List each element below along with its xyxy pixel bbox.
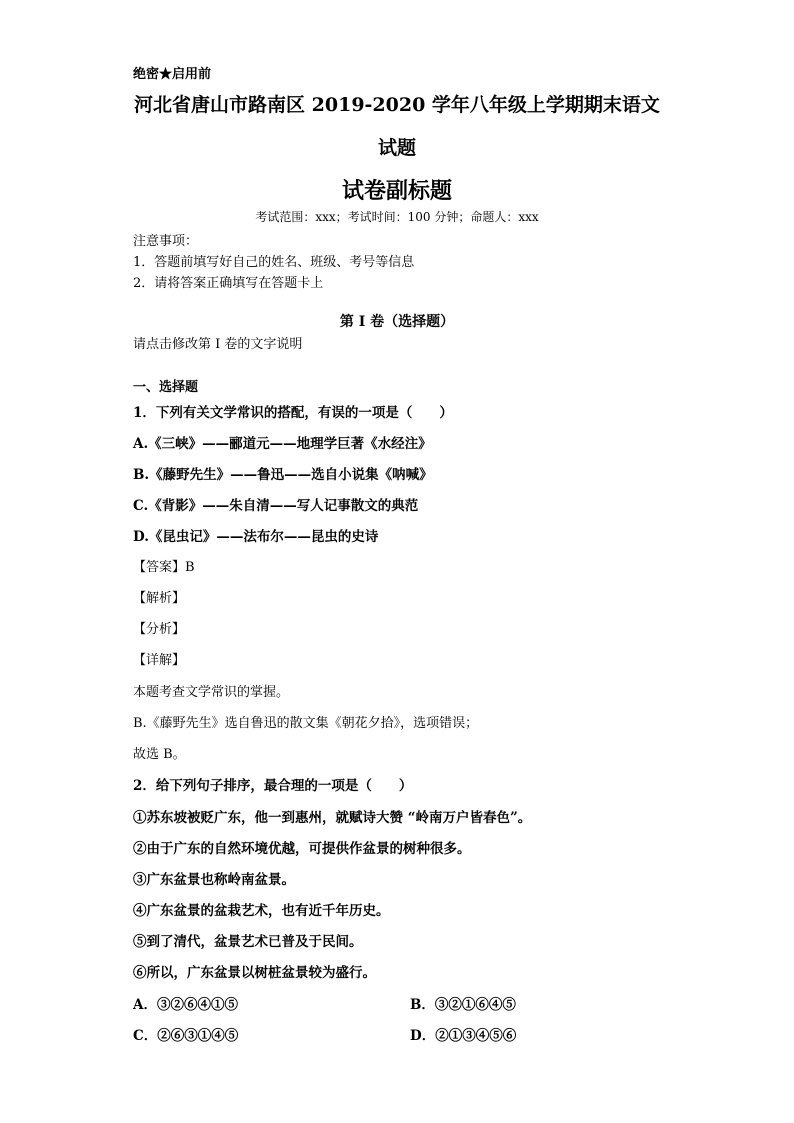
q2-sentence-1: ①苏东坡被贬广东，他一到惠州，就赋诗大赞 “岭南万户皆春色”。 [133,810,532,826]
exam-title-line1: 河北省唐山市路南区 2019-2020 学年八年级上学期期末语文 [134,94,660,116]
q2-sentence-5: ⑤到了清代，盆景艺术已普及于民间。 [133,934,363,950]
notice-item-1: 1．答题前填写好自己的姓名、班级、考号等信息 [133,255,415,270]
q1-option-b: B.《藤野先生》——鲁迅——选自小说集《呐喊》 [133,467,433,483]
q1-option-c: C.《背影》——朱自清——写人记事散文的典范 [133,498,419,514]
q2-option-a: A．③②⑥④①⑤ [133,997,238,1013]
q2-option-b: B．③②①⑥④⑤ [410,997,516,1013]
q1-stem: 1．下列有关文学常识的搭配，有误的一项是（ ） [133,405,453,421]
q2-sentence-3: ③广东盆景也称岭南盆景。 [133,872,295,888]
exam-info: 考试范围：xxx；考试时间：100 分钟；命题人：xxx [255,210,539,224]
q2-sentence-2: ②由于广东的自然环境优越，可提供作盆景的树种很多。 [133,841,471,857]
q1-option-d: D.《昆虫记》——法布尔——昆虫的史诗 [133,529,379,545]
section-title: 第 I 卷（选择题） [339,314,455,330]
part-title: 一、选择题 [133,380,199,395]
q1-detail-label: 【详解】 [133,653,186,668]
secret-mark: 绝密★启用前 [133,67,212,82]
q2-stem: 2．给下列句子排序，最合理的一项是（ ） [133,778,413,794]
q1-fenxi-label: 【分析】 [133,622,186,637]
q1-analysis-label: 【解析】 [133,591,186,606]
section-description: 请点击修改第 I 卷的文字说明 [133,337,303,352]
q1-detail-line-1: 本题考查文学常识的掌握。 [133,685,290,700]
q1-detail-line-2: B.《藤野先生》选自鲁迅的散文集《朝花夕拾》，选项错误； [133,716,479,731]
q2-sentence-6: ⑥所以，广东盆景以树桩盆景较为盛行。 [133,965,376,981]
q1-detail-line-3: 故选 B。 [133,747,186,762]
notice-item-2: 2．请将答案正确填写在答题卡上 [133,276,324,291]
q1-answer: 【答案】B [133,560,195,575]
exam-title-line2: 试题 [377,137,416,159]
q1-option-a: A.《三峡》——郦道元——地理学巨著《水经注》 [133,436,432,452]
q2-option-c: C．②⑥③①④⑤ [133,1028,239,1044]
notice-heading: 注意事项： [133,234,199,249]
exam-subtitle: 试卷副标题 [341,178,452,204]
q2-sentence-4: ④广东盆景的盆栽艺术，也有近千年历史。 [133,903,390,919]
q2-option-d: D．②①③④⑤⑥ [410,1028,517,1044]
